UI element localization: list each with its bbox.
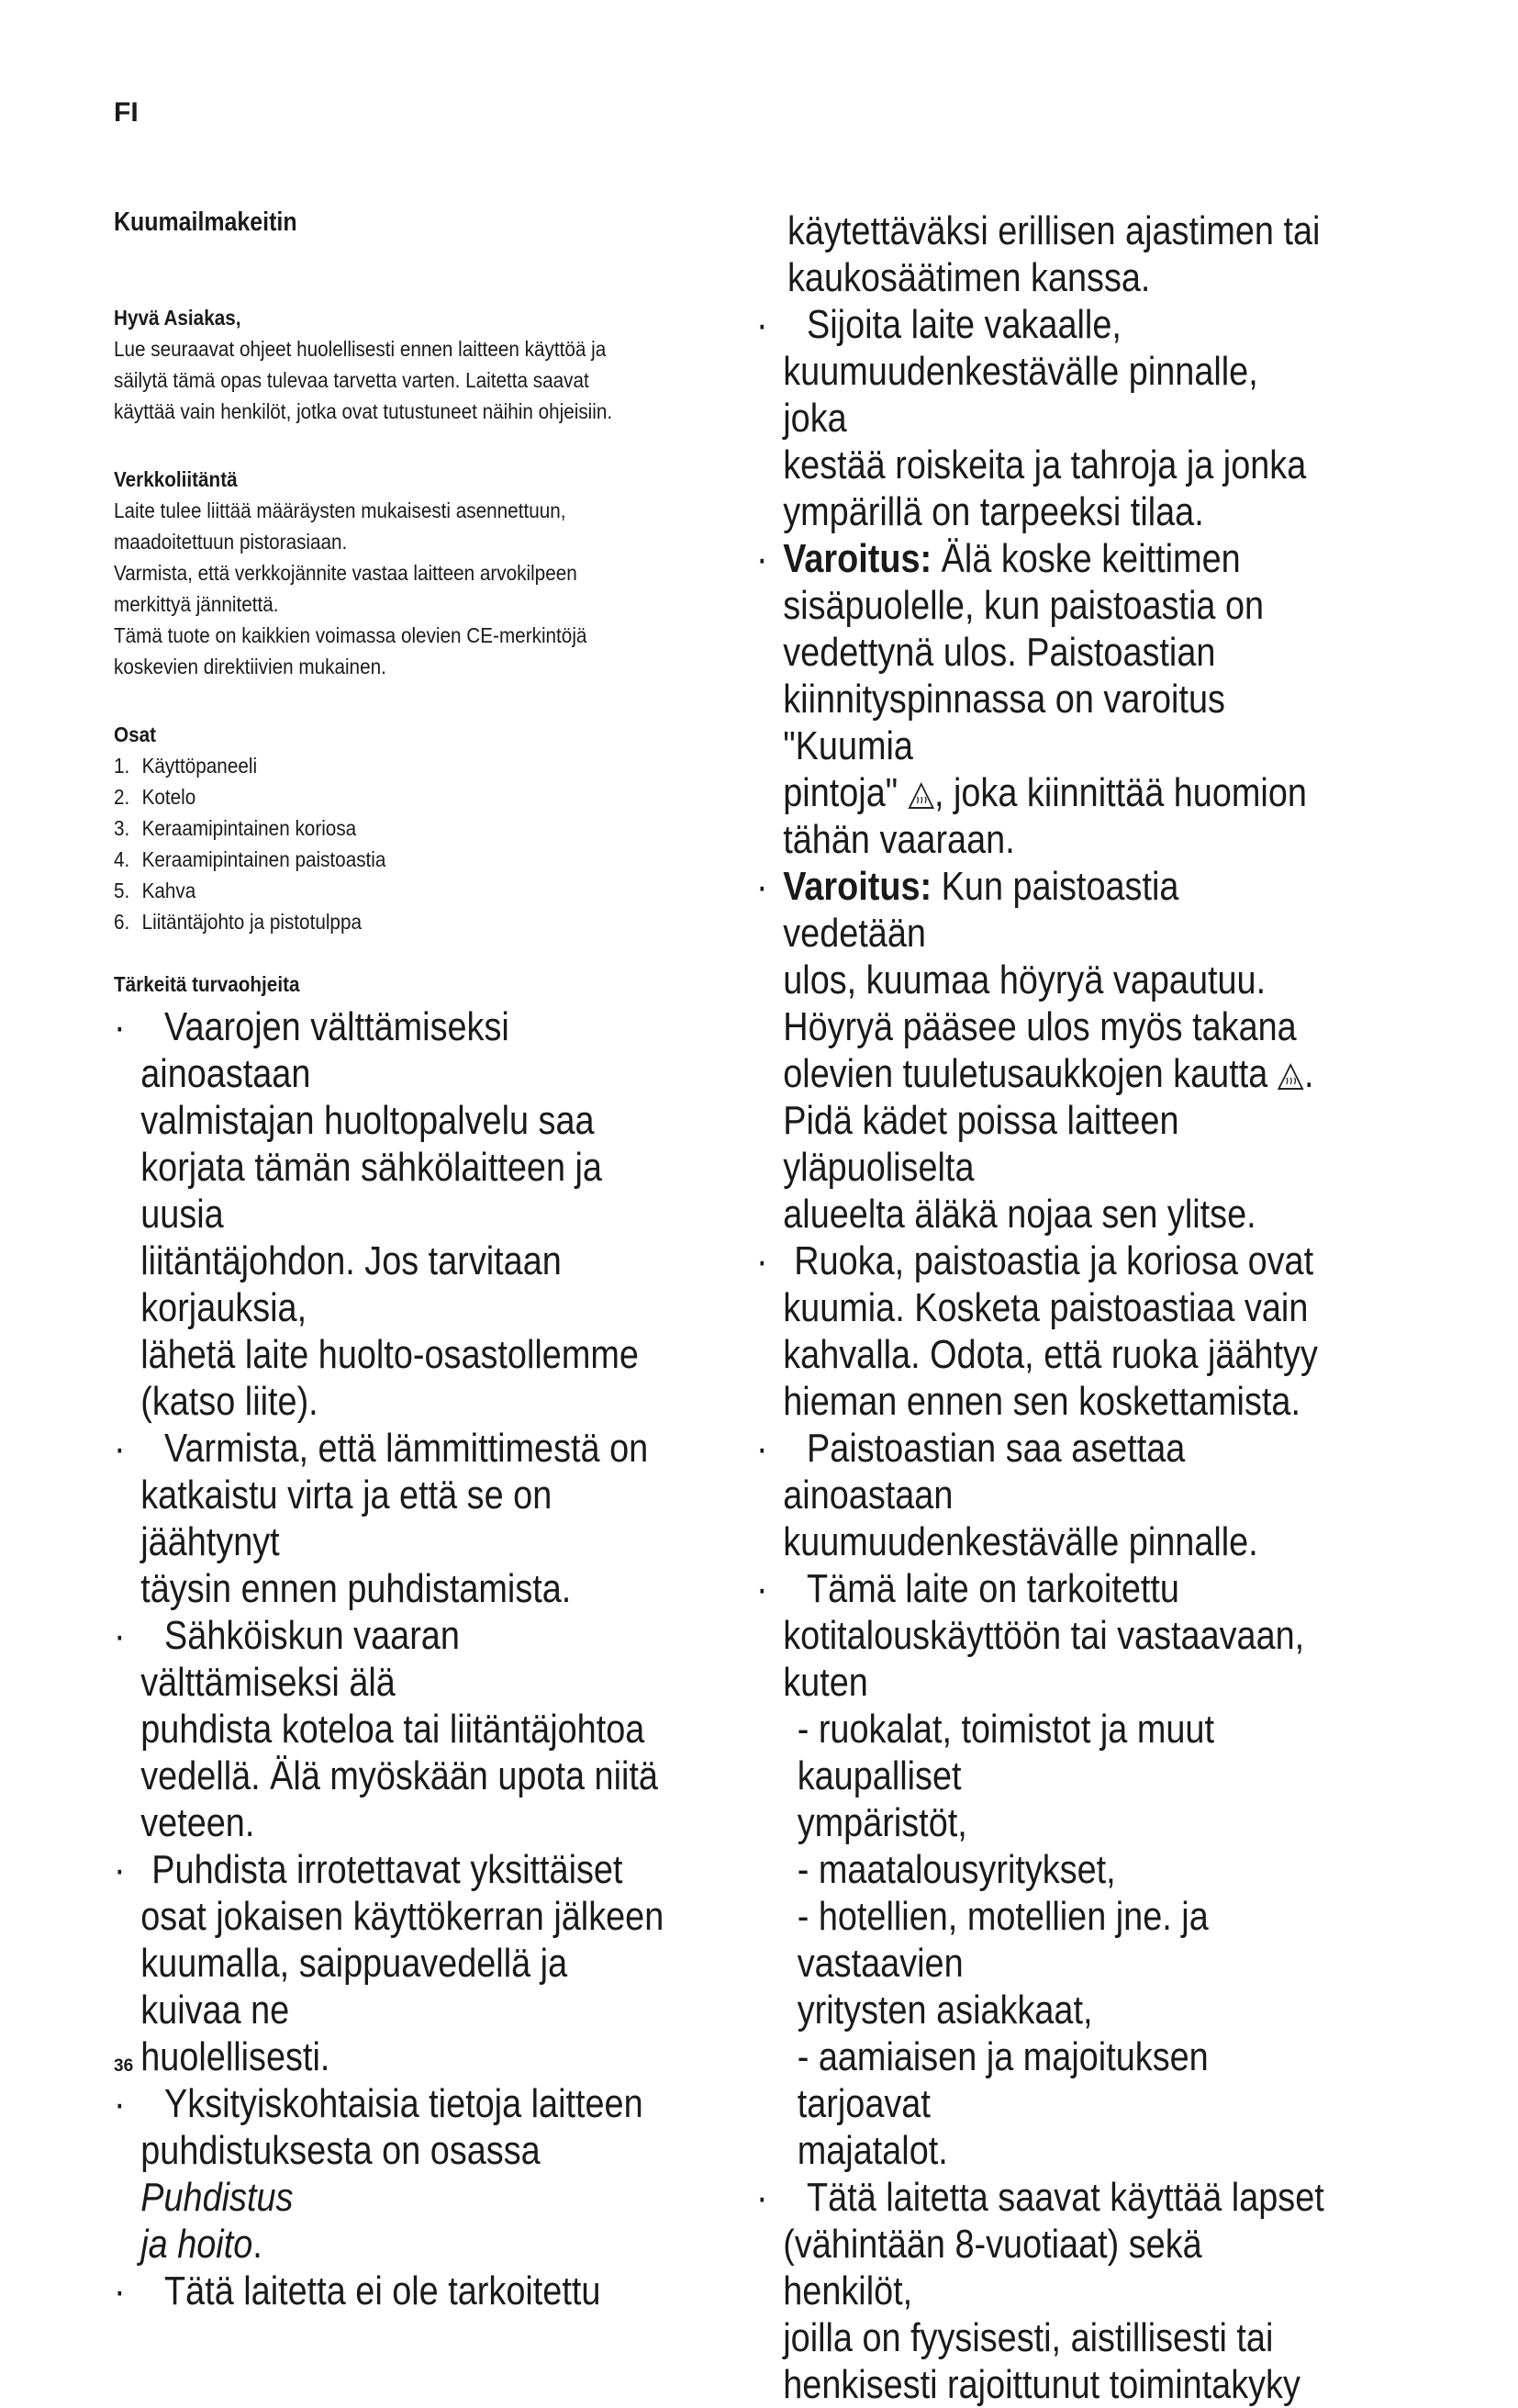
network-line: merkittyä jännitettä. [114, 592, 279, 616]
hot-surface-warning-icon [908, 782, 934, 810]
parts-item: 2. Kotelo [114, 785, 196, 809]
network-line: Laite tulee liittää määräysten mukaisesti asennettuun, [114, 498, 566, 522]
right-column [756, 207, 1421, 2408]
bullet-icon: · [114, 1426, 126, 1471]
bullet-icon: · [756, 1238, 768, 1283]
parts-heading: Osat [114, 722, 157, 746]
bullet-icon: · [756, 536, 768, 581]
intro-heading: Hyvä Asiakas, [114, 306, 241, 330]
left-column [114, 207, 756, 2314]
continued-text: käytettäväksi erillisen ajastimen tai kaukosäätimen kanssa. [787, 208, 1321, 300]
intro-line: Lue seuraavat ohjeet huolellisesti ennen laitteen käyttöä ja [114, 337, 607, 361]
safety-section [114, 969, 756, 2314]
network-line: koskevien direktiivien mukainen. [114, 655, 386, 678]
language-label: FI [114, 97, 139, 128]
intro-section [114, 302, 756, 427]
cleaning-reference: Puhdistus [140, 2175, 294, 2220]
document-title: Kuumailmakeitin [114, 207, 297, 237]
bullet-icon: · [114, 2081, 126, 2126]
safety-item: · Vaarojen välttämiseksi ainoastaan valmistajan huoltopalvelu saa korjata tämän sähkölaitteen ja uusia liitäntäjohdon. Jos tarvitaan korjauksia, lähetä laite huolto-osastollemme (katso liite). [114, 1004, 639, 1424]
safety-item: · Sijoita laite vakaalle, kuumuudenkestävälle pinnalle, joka kestää roiskeita ja tahroja ja jonka ympärillä on tarpeeksi tilaa. [756, 302, 1307, 534]
intro-line: säilytä tämä opas tulevaa tarvetta varten. Laitetta saavat [114, 368, 589, 392]
page-number: 36 [114, 2056, 134, 2076]
bullet-icon: · [756, 864, 768, 909]
bullet-icon: · [114, 1004, 126, 1049]
bullet-icon: · [756, 1566, 768, 1611]
safety-list-continued [756, 301, 1421, 2408]
safety-item: · Tätä laitetta saavat käyttää lapset (vähintään 8-vuotiaat) sekä henkilöt, joilla on fyysisesti, aistillisesti tai henkisesti rajoittunut toimintakyky [756, 2175, 1324, 2407]
safety-list [114, 1003, 756, 2314]
safety-item: · Varmista, että lämmittimestä on katkaistu virta ja että se on jäähtynyt täysin ennen puhdistamista. [114, 1426, 649, 1611]
safety-item: · Yksityiskohtaisia tietoja laitteen puhdistuksesta on osassa Puhdistus ja hoito. [114, 2081, 643, 2267]
warning-label: Varoitus: [783, 864, 932, 909]
network-section [114, 464, 756, 682]
warning-item: · Varoitus: Kun paistoastia vedetään ulos, kuumaa höyryä vapautuu. Höyryä pääsee ulos myös takana olevien tuuletusaukkojen kautta . Pidä kädet poissa laitteen yläpuoliselta alueelta äläkä nojaa sen ylitse. [756, 864, 1314, 1237]
safety-item: · Puhdista irrotettavat yksittäiset osat jokaisen käyttökerran jälkeen kuumalla, saippuavedellä ja kuivaa ne huolellisesti. [114, 1847, 664, 2079]
bullet-icon: · [114, 1613, 126, 1658]
network-line: Varmista, että verkkojännite vastaa laitteen arvokilpeen [114, 561, 577, 585]
bullet-icon: · [756, 302, 768, 347]
parts-list [114, 750, 756, 937]
bullet-icon: · [114, 2268, 126, 2313]
bullet-icon: · [756, 2175, 768, 2220]
parts-item: 5. Kahva [114, 879, 196, 902]
safety-heading: Tärkeitä turvaohjeita [114, 972, 300, 996]
safety-item: · Paistoastian saa asettaa ainoastaan kuumuudenkestävälle pinnalle. [756, 1426, 1258, 1564]
safety-item: · Tämä laite on tarkoitettu kotitalouskäyttöön tai vastaavaan, kuten - ruokalat, toimistot ja muut kaupalliset ympäristöt, - maatalousyritykset, - hotellien, motellien jne. ja vastaavien yritysten asiakkaat, - aamiaisen ja majoituksen tarjoavat majatalot. [756, 1566, 1305, 2173]
parts-section [114, 719, 756, 937]
safety-item: · Ruoka, paistoastia ja koriosa ovat kuumia. Kosketa paistoastiaa vain kahvalla. Odota, että ruoka jäähtyy hieman ennen sen koskettamista. [756, 1238, 1318, 1424]
network-heading: Verkkoliitäntä [114, 467, 238, 491]
network-line: Tämä tuote on kaikkien voimassa olevien CE-merkintöjä [114, 623, 587, 647]
parts-item: 4. Keraamipintainen paistoastia [114, 847, 386, 871]
bullet-icon: · [756, 1426, 768, 1471]
warning-item: · Varoitus: Älä koske keittimen sisäpuolelle, kun paistoastia on vedettynä ulos. Paistoastian kiinnityspinnassa on varoitus "Kuumia pintoja" , joka kiinnittää huomion tähän vaaraan. [756, 536, 1307, 862]
parts-item: 3. Keraamipintainen koriosa [114, 816, 357, 840]
network-line: maadoitettuun pistorasiaan. [114, 530, 348, 554]
hot-steam-warning-icon [1278, 1063, 1304, 1091]
warning-label: Varoitus: [783, 536, 932, 581]
parts-item: 6. Liitäntäjohto ja pistotulppa [114, 910, 362, 934]
safety-item: · Sähköiskun vaaran välttämiseksi älä puhdista koteloa tai liitäntäjohtoa vedellä. Älä myöskään upota niitä veteen. [114, 1613, 658, 1845]
parts-item: 1. Käyttöpaneeli [114, 754, 258, 778]
intro-line: käyttää vain henkilöt, jotka ovat tutustuneet näihin ohjeisiin. [114, 399, 613, 423]
safety-item: · Tätä laitetta ei ole tarkoitettu [114, 2268, 601, 2313]
bullet-icon: · [114, 1847, 126, 1892]
